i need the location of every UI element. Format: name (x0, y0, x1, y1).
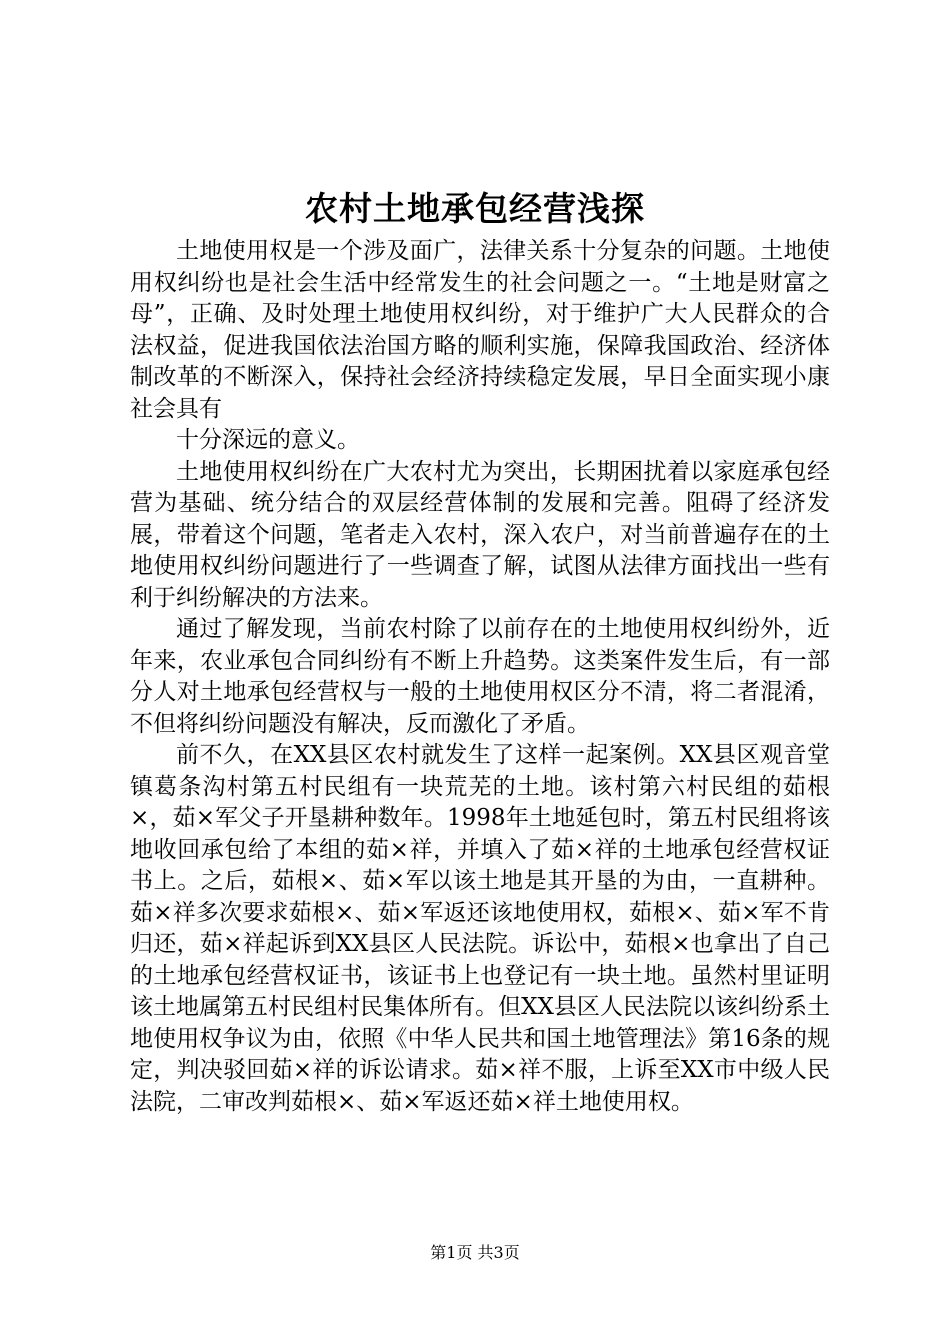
paragraph-4: 通过了解发现，当前农村除了以前存在的土地使用权纠纷外，近年来，农业承包合同纠纷有不断上升趋势。这类案件发生后，有一部分人对土地承包经营权与一般的土地使用权区分不清，将二者混淆，不但将纠纷问题没有解决，反而激化了矛盾。 (130, 616, 830, 737)
document-body (130, 236, 830, 1118)
paragraph-5: 前不久，在XX县区农村就发生了这样一起案例。XX县区观音堂镇葛条沟村第五村民组有一块荒芜的土地。该村第六村民组的茹根×，茹×军父子开垦耕种数年。1998年土地延包时，第五村民组将该地收回承包给了本组的茹×祥，并填入了茹×祥的土地承包经营权证书上。之后，茹根×、茹×军以该土地是其开垦的为由，一直耕种。茹×祥多次要求茹根×、茹×军返还该地使用权，茹根×、茹×军不肯归还，茹×祥起诉到XX县区人民法院。诉讼中，茹根×也拿出了自己的土地承包经营权证书，该证书上也登记有一块土地。虽然村里证明该土地属第五村民组村民集体所有。但XX县区人民法院以该纠纷系土地使用权争议为由，依照《中华人民共和国土地管理法》第16条的规定，判决驳回茹×祥的诉讼请求。茹×祥不服，上诉至XX市中级人民法院，二审改判茹根×、茹×军返还茹×祥土地使用权。 (130, 742, 830, 1115)
paragraph-3: 土地使用权纠纷在广大农村尤为突出，长期困扰着以家庭承包经营为基础、统分结合的双层经营体制的发展和完善。阻碍了经济发展，带着这个问题，笔者走入农村，深入农户，对当前普遍存在的土地使用权纠纷问题进行了一些调查了解，试图从法律方面找出一些有利于纠纷解决的方法来。 (130, 458, 830, 611)
document-title: 农村土地承包经营浅探 (305, 189, 645, 228)
paragraph-1: 土地使用权是一个涉及面广，法律关系十分复杂的问题。土地使用权纠纷也是社会生活中经常发生的社会问题之一。“土地是财富之母”，正确、及时处理土地使用权纠纷，对于维护广大人民群众的合法权益，促进我国依法治国方略的顺利实施，保障我国政治、经济体制改革的不断深入，保持社会经济持续稳定发展，早日全面实现小康社会具有 (130, 238, 830, 422)
paragraph-2: 十分深远的意义。 (176, 427, 360, 453)
page-footer: 第1页 共3页 (430, 1243, 520, 1262)
